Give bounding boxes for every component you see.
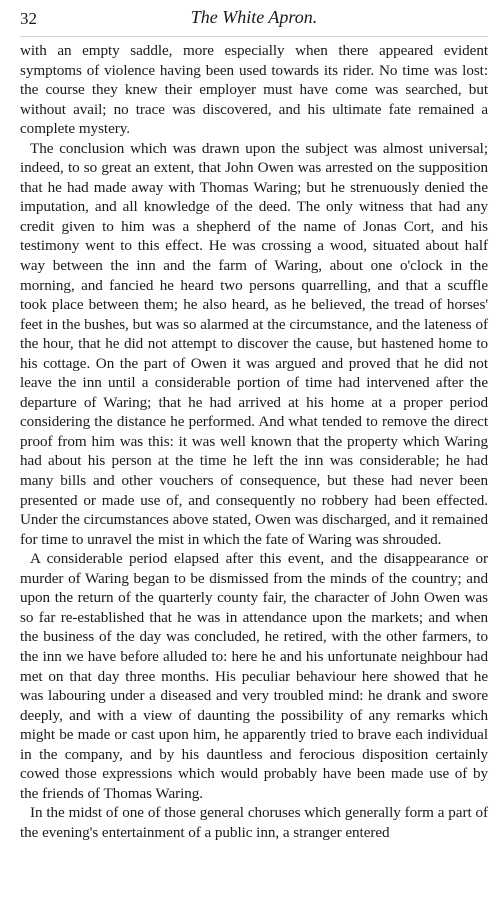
body-text — [20, 41, 488, 842]
paragraph-1: with an empty saddle, more especially when there appeared evident symptoms of violence having been used towards its rider. No time was lost: the course they knew their employer must have come was searched, but without avail; no trace was discovered, and his ultimate fate remained a complete mystery. — [20, 42, 488, 138]
paragraph-3: A considerable period elapsed after this event, and the disappearance or murder of Waring began to be dismissed from the minds of the country; and upon the return of the quarterly county fair, the character of John Owen was so far re-established that he was in attendance upon the markets; and when the business of the day was concluded, he retired, with the other farmers, to the inn we have before alluded to: here he and his unfortunate neighbour had met on that day three months. His peculiar behaviour here showed that he was labouring under a diseased and very troubled mind: he drank and swore deeply, and with a view of daunting the possibility of any remarks which might be made or cast upon him, he apparently tried to brave each individual in the company, and by his dauntless and ferocious disposition certainly cowed those expressions which would probably have been made use of by the friends of Thomas Waring. — [20, 550, 488, 802]
paragraph-4: In the midst of one of those general choruses which generally form a part of the evening's entertainment of a public inn, a stranger entered — [20, 804, 488, 841]
paragraph-2: The conclusion which was drawn upon the subject was almost universal; indeed, to so great an extent, that John Owen was arrested on the supposition that he had made away with Thomas Waring; but he strenuously denied the imputation, and all knowledge of the deed. The only witness that had any credit given to him was a shepherd of the name of Jonas Cort, and his testimony went to this effect. He was crossing a wood, situated about half way between the inn and the farm of Waring, about one o'clock in the morning, and fancied he heard two persons quarrelling, and that a scuffle took place between them; he also heard, as he believed, the tread of horses' feet in the bushes, but was so alarmed at the circumstance, and the lateness of the hour, that he did not attempt to discover the cause, but hastened home to his cottage. On the part of Owen it was argued and proved that he did not leave the inn until a considerable portion of time had intervened after the departure of Waring; that he had arrived at his home at a proper period considering the distance he performed. And what tended to remove the direct proof from him was this: it was well known that the property which Waring had about his person at the time he left the inn was considerable; he had many bills and other vouchers of consequence, but these had never been presented or made use of, and consequently no robbery had been effected. Under the circumstances above stated, Owen was discharged, and it remained for time to unravel the mist in which the fate of Waring was shrouded. — [20, 139, 488, 548]
page-header — [20, 6, 488, 37]
running-title: The White Apron. — [190, 7, 318, 27]
page-number: 32 — [20, 9, 37, 28]
